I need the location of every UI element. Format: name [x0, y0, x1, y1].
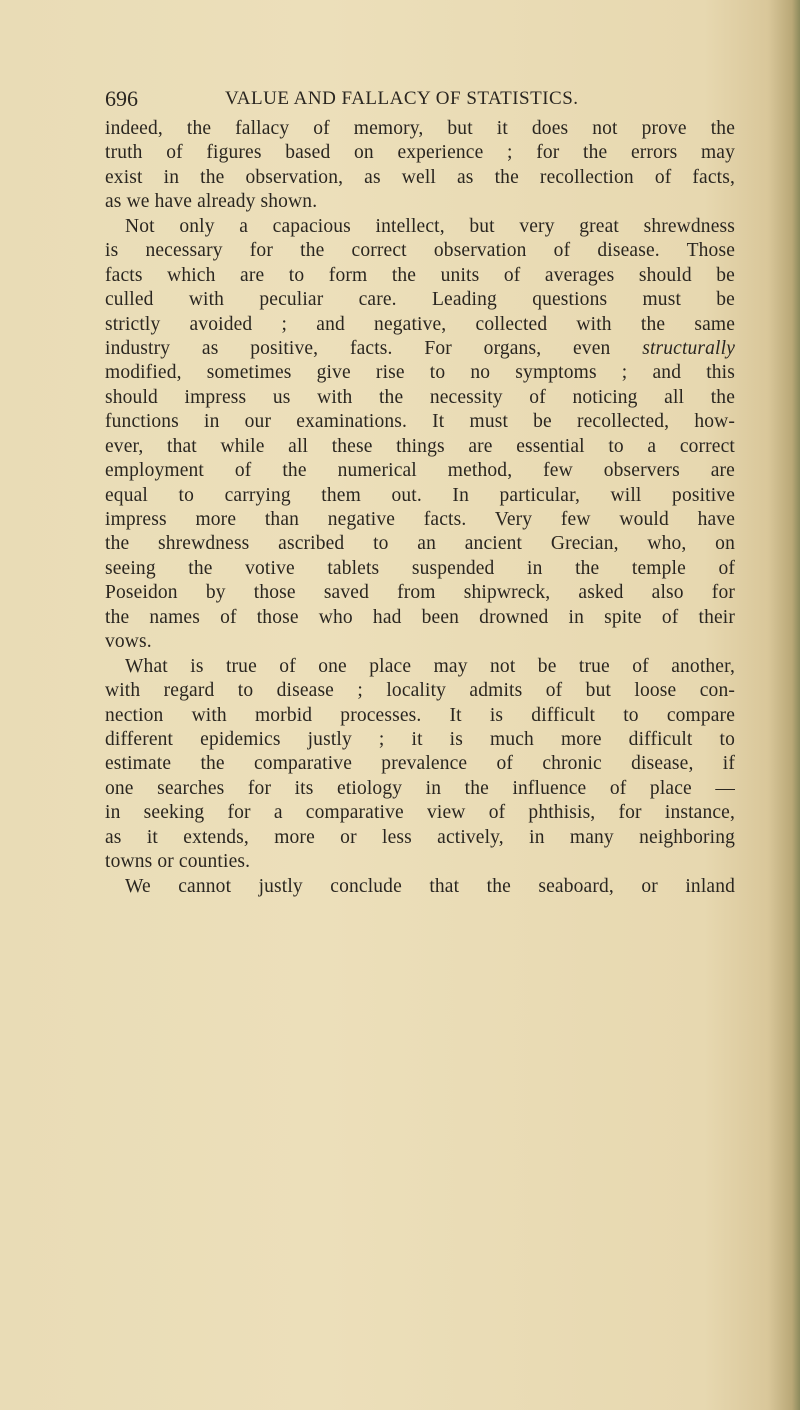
- line-text: nection with morbid processes. It is difficult to compare: [105, 704, 735, 726]
- text-line: [105, 435, 735, 459]
- line-text: ever, that while all these things are essential to a correct: [105, 435, 735, 457]
- page-header: [105, 86, 735, 116]
- body-text: [105, 117, 735, 899]
- running-title: VALUE AND FALLACY OF STATISTICS.: [225, 88, 579, 109]
- text-line: [105, 337, 735, 361]
- text-line: [105, 557, 735, 581]
- text-line: [105, 606, 735, 630]
- text-line: [105, 190, 735, 214]
- line-text: exist in the observation, as well as the recollection of facts,: [105, 166, 735, 188]
- line-text: modified, sometimes give rise to no symptoms ; and this: [105, 362, 735, 384]
- text-line: [105, 484, 735, 508]
- text-line: [105, 850, 735, 874]
- text-line: [105, 752, 735, 776]
- text-line: [105, 386, 735, 410]
- text-line: [105, 630, 735, 654]
- line-text: strictly avoided ; and negative, collected with the same: [105, 313, 735, 335]
- text-line: [105, 141, 735, 165]
- line-text: culled with peculiar care. Leading questions must be: [105, 289, 735, 311]
- line-text: seeing the votive tablets suspended in the temple of: [105, 557, 735, 579]
- line-text: as it extends, more or less actively, in many neighboring: [105, 826, 735, 848]
- text-line: [105, 581, 735, 605]
- line-text: facts which are to form the units of averages should be: [105, 264, 735, 286]
- emphasized-word: structurally: [642, 337, 735, 359]
- line-text: should impress us with the necessity of noticing all the: [105, 386, 735, 408]
- text-line: [105, 410, 735, 434]
- text-line: [105, 361, 735, 385]
- text-line: [105, 532, 735, 556]
- text-line: [105, 801, 735, 825]
- line-text: What is true of one place may not be true of another,: [125, 655, 735, 677]
- page-number: 696: [105, 86, 138, 111]
- line-text: Not only a capacious intellect, but very great shrewdness: [125, 215, 735, 237]
- line-text: as we have already shown.: [105, 191, 318, 213]
- text-line: [105, 166, 735, 190]
- line-text: truth of figures based on experience ; for the errors may: [105, 142, 735, 164]
- text-line: [105, 655, 735, 679]
- text-line: [105, 679, 735, 703]
- line-text: different epidemics justly ; it is much more difficult to: [105, 728, 735, 750]
- line-text: in seeking for a comparative view of phthisis, for instance,: [105, 802, 735, 824]
- line-text: Poseidon by those saved from shipwreck, asked also for: [105, 582, 735, 604]
- line-text: the shrewdness ascribed to an ancient Grecian, who, on: [105, 533, 735, 555]
- line-text: one searches for its etiology in the influence of place —: [105, 777, 735, 799]
- text-line: [105, 239, 735, 263]
- text-line: [105, 117, 735, 141]
- line-text: the names of those who had been drowned in spite of their: [105, 606, 735, 628]
- text-line: [105, 264, 735, 288]
- line-text: is necessary for the correct observation of disease. Those: [105, 240, 735, 262]
- line-text: towns or counties.: [105, 851, 251, 873]
- line-text: We cannot justly conclude that the seaboard, or inland: [125, 875, 735, 897]
- line-text: vows.: [105, 631, 152, 653]
- line-text: with regard to disease ; locality admits of but loose con-: [105, 680, 735, 702]
- line-text: functions in our examinations. It must be recollected, how-: [105, 411, 735, 433]
- text-line: [105, 728, 735, 752]
- text-line: [105, 508, 735, 532]
- line-text: impress more than negative facts. Very few would have: [105, 509, 735, 530]
- text-line: [105, 313, 735, 337]
- line-text: indeed, the fallacy of memory, but it does not prove the: [105, 118, 735, 139]
- text-line: [105, 288, 735, 312]
- text-line: [105, 704, 735, 728]
- text-line: [105, 875, 735, 899]
- line-text: employment of the numerical method, few observers are: [105, 460, 735, 482]
- text-line: [105, 826, 735, 850]
- line-text: equal to carrying them out. In particular, will positive: [105, 484, 735, 506]
- text-line: [105, 459, 735, 483]
- line-text: estimate the comparative prevalence of chronic disease, if: [105, 753, 735, 775]
- line-text: industry as positive, facts. For organs, even: [105, 337, 643, 359]
- text-line: [105, 777, 735, 801]
- text-line: [105, 215, 735, 239]
